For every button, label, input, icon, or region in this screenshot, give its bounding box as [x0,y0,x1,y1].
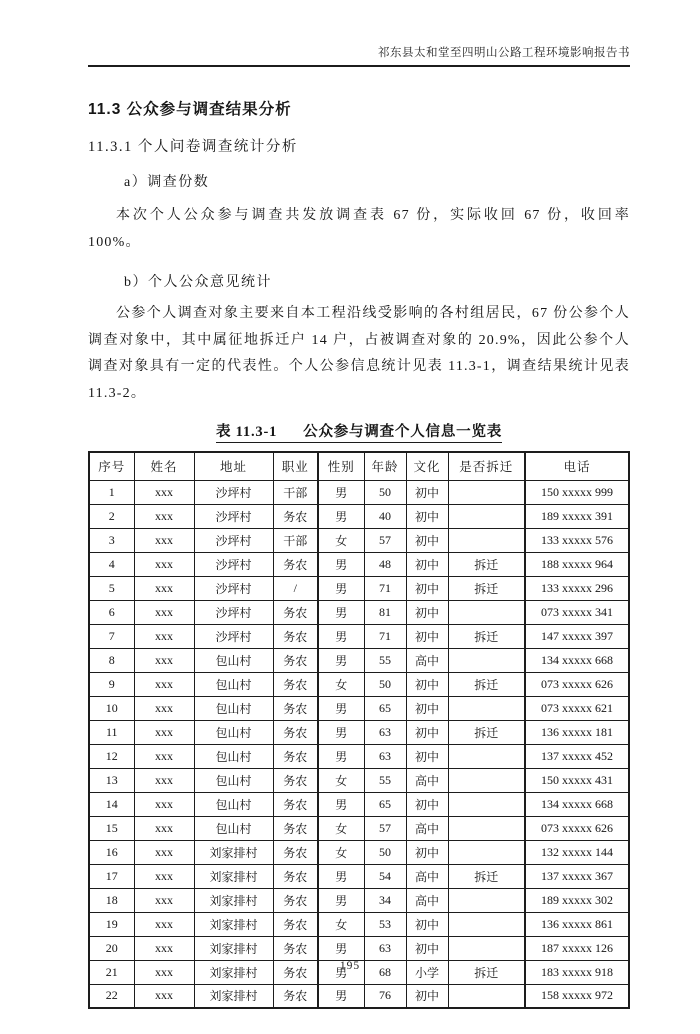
table-cell [448,504,525,528]
list-item-a: a）调查份数 [124,175,210,190]
table-cell: 13 [89,768,134,792]
table-cell: 沙坪村 [194,600,273,624]
table-cell: 务农 [273,888,318,912]
table-cell [448,648,525,672]
table-cell: xxx [134,720,194,744]
table-cell: 务农 [273,936,318,960]
table-cell: 包山村 [194,768,273,792]
column-header: 性别 [318,452,364,480]
table-cell: 15 [89,816,134,840]
table-row [89,744,629,768]
table-cell: 136 xxxxx 181 [525,720,629,744]
header-rule [88,65,630,67]
table-cell: 包山村 [194,648,273,672]
table-cell: 150 xxxxx 431 [525,768,629,792]
table-cell: 高中 [406,648,448,672]
table-cell: 高中 [406,864,448,888]
table-cell: 17 [89,864,134,888]
table-cell: 初中 [406,792,448,816]
column-header: 姓名 [134,452,194,480]
table-cell: 初中 [406,480,448,504]
table-cell: 务农 [273,960,318,984]
table-cell: 高中 [406,768,448,792]
table-cell: 务农 [273,648,318,672]
table-cell: 1 [89,480,134,504]
table-cell: 沙坪村 [194,528,273,552]
table-cell: 拆迁 [448,864,525,888]
table-cell: 50 [364,672,406,696]
table-cell [448,912,525,936]
table-cell: 初中 [406,528,448,552]
table-cell: 137 xxxxx 367 [525,864,629,888]
table-cell: 18 [89,888,134,912]
table-cell: xxx [134,960,194,984]
table-cell: xxx [134,816,194,840]
table-row [89,624,629,648]
table-cell: 20 [89,936,134,960]
table-row [89,648,629,672]
table-cell: 包山村 [194,696,273,720]
table-cell: 65 [364,696,406,720]
table-cell: 务农 [273,984,318,1008]
table-cell: 拆迁 [448,672,525,696]
column-header: 是否拆迁 [448,452,525,480]
table-cell: 65 [364,792,406,816]
table-cell: 50 [364,480,406,504]
table-cell: 136 xxxxx 861 [525,912,629,936]
table-cell [448,840,525,864]
table-caption-title: 公众参与调查个人信息一览表 [303,424,503,440]
paragraph-survey-respondents: 公参个人调查对象主要来自本工程沿线受影响的各村组居民，67 份公参个人调查对象中，其中属征地拆迁户 14 户，占被调查对象的 20.9%，因此公参个人调查对象具有一定的代表性。个人公参信息统计见表 11.3-1，调查结果统计见表 11.3-2。 [88,306,630,401]
table-cell: 22 [89,984,134,1008]
survey-table [88,451,630,1009]
table-cell: 务农 [273,552,318,576]
subsection-heading-11-3-1: 11.3.1 个人问卷调查统计分析 [88,139,298,155]
table-cell: 务农 [273,600,318,624]
table-cell: 包山村 [194,744,273,768]
table-cell: 073 xxxxx 621 [525,696,629,720]
table-cell: 初中 [406,984,448,1008]
table-cell: 21 [89,960,134,984]
table-cell: 12 [89,744,134,768]
table-cell: 10 [89,696,134,720]
table-cell: 拆迁 [448,720,525,744]
table-cell: 沙坪村 [194,576,273,600]
table-cell [448,792,525,816]
table-cell: 76 [364,984,406,1008]
table-cell: 务农 [273,672,318,696]
table-row [89,912,629,936]
column-header: 电话 [525,452,629,480]
table-cell [448,984,525,1008]
table-cell: 干部 [273,480,318,504]
table-cell: xxx [134,912,194,936]
table-cell: 初中 [406,600,448,624]
table-cell: 刘家排村 [194,936,273,960]
table-cell: 9 [89,672,134,696]
table-cell: 初中 [406,936,448,960]
table-cell: 189 xxxxx 302 [525,888,629,912]
table-cell: 务农 [273,816,318,840]
table-cell: 务农 [273,720,318,744]
table-cell [448,936,525,960]
column-header: 职业 [273,452,318,480]
table-cell: 073 xxxxx 341 [525,600,629,624]
table-cell: 6 [89,600,134,624]
table-cell: 53 [364,912,406,936]
table-cell: 187 xxxxx 126 [525,936,629,960]
survey-table-body [89,480,629,1008]
table-cell: 沙坪村 [194,624,273,648]
table-cell: 初中 [406,744,448,768]
table-cell: xxx [134,792,194,816]
table-row [89,672,629,696]
table-cell: 女 [318,840,364,864]
table-row [89,864,629,888]
table-cell: 7 [89,624,134,648]
table-cell: 包山村 [194,720,273,744]
table-cell: xxx [134,552,194,576]
table-cell: 务农 [273,840,318,864]
table-cell: xxx [134,840,194,864]
table-cell: 高中 [406,816,448,840]
table-cell [448,888,525,912]
survey-table-head [89,452,629,480]
table-cell: 男 [318,936,364,960]
table-row [89,504,629,528]
table-cell: 183 xxxxx 918 [525,960,629,984]
table-cell: 包山村 [194,816,273,840]
table-cell: 务农 [273,696,318,720]
table-cell: 48 [364,552,406,576]
table-cell: 50 [364,840,406,864]
table-cell: xxx [134,480,194,504]
section-heading-11-3: 11.3 公众参与调查结果分析 [88,101,292,118]
table-cell: 拆迁 [448,960,525,984]
table-row [89,552,629,576]
table-row [89,480,629,504]
table-cell: 刘家排村 [194,912,273,936]
table-cell: 刘家排村 [194,888,273,912]
table-cell: 8 [89,648,134,672]
table-cell: 55 [364,768,406,792]
table-cell: 134 xxxxx 668 [525,648,629,672]
table-cell: 初中 [406,696,448,720]
table-cell: 63 [364,744,406,768]
table-cell: 2 [89,504,134,528]
table-row [89,936,629,960]
table-cell: 初中 [406,840,448,864]
table-cell: 40 [364,504,406,528]
table-cell: 务农 [273,768,318,792]
table-row [89,720,629,744]
document-page [0,44,700,1034]
table-cell: xxx [134,600,194,624]
table-cell: 拆迁 [448,552,525,576]
table-cell: 34 [364,888,406,912]
table-cell: 男 [318,552,364,576]
table-cell: 137 xxxxx 452 [525,744,629,768]
table-cell: 务农 [273,504,318,528]
table-cell: 19 [89,912,134,936]
table-cell: 务农 [273,744,318,768]
table-cell: 刘家排村 [194,984,273,1008]
table-cell: 63 [364,936,406,960]
paragraph-survey-count: 本次个人公众参与调查共发放调查表 67 份，实际收回 67 份，收回率 100%。 [88,208,630,250]
table-cell: 刘家排村 [194,960,273,984]
table-cell [448,600,525,624]
header-row [89,452,629,480]
table-cell: xxx [134,744,194,768]
table-cell: 初中 [406,504,448,528]
page-content [88,97,630,1009]
column-header: 序号 [89,452,134,480]
table-caption-number: 表 11.3-1 [215,424,278,440]
table-row [89,888,629,912]
table-cell: 男 [318,600,364,624]
table-caption-underline [216,420,502,443]
table-cell: 初中 [406,672,448,696]
table-cell: 拆迁 [448,576,525,600]
table-cell: 拆迁 [448,624,525,648]
table-cell: 男 [318,720,364,744]
table-cell: 073 xxxxx 626 [525,672,629,696]
table-cell: 男 [318,648,364,672]
table-row [89,600,629,624]
table-cell: 16 [89,840,134,864]
table-cell: xxx [134,672,194,696]
table-cell: 初中 [406,552,448,576]
table-cell: 71 [364,576,406,600]
table-cell: 沙坪村 [194,552,273,576]
table-cell: 54 [364,864,406,888]
table-cell: 133 xxxxx 576 [525,528,629,552]
table-cell: 务农 [273,864,318,888]
table-row [89,840,629,864]
table-cell: 133 xxxxx 296 [525,576,629,600]
table-cell: xxx [134,864,194,888]
table-cell: 女 [318,768,364,792]
table-cell: 150 xxxxx 999 [525,480,629,504]
table-cell [448,816,525,840]
table-cell: 初中 [406,576,448,600]
table-row [89,816,629,840]
table-cell: 包山村 [194,792,273,816]
table-row [89,792,629,816]
table-cell: 55 [364,648,406,672]
table-cell: 134 xxxxx 668 [525,792,629,816]
table-cell: / [273,576,318,600]
table-row [89,768,629,792]
table-cell: 高中 [406,888,448,912]
table-row [89,576,629,600]
table-cell: xxx [134,984,194,1008]
table-cell: 男 [318,696,364,720]
table-cell: 务农 [273,624,318,648]
table-cell: 68 [364,960,406,984]
table-cell: 57 [364,528,406,552]
table-cell: 男 [318,576,364,600]
table-cell: 女 [318,528,364,552]
table-cell: xxx [134,528,194,552]
table-cell [448,696,525,720]
table-cell: 刘家排村 [194,864,273,888]
table-cell: 务农 [273,792,318,816]
running-header-title: 祁东县太和堂至四明山公路工程环境影响报告书 [378,47,630,59]
table-cell: 男 [318,744,364,768]
table-cell: 男 [318,864,364,888]
table-cell: 132 xxxxx 144 [525,840,629,864]
table-row [89,528,629,552]
table-cell [448,480,525,504]
table-cell: 女 [318,912,364,936]
table-cell: 初中 [406,912,448,936]
table-cell: 4 [89,552,134,576]
table-cell: 干部 [273,528,318,552]
list-item-b: b）个人公众意见统计 [124,275,272,290]
table-caption [88,420,630,443]
table-cell: 147 xxxxx 397 [525,624,629,648]
table-cell: 男 [318,624,364,648]
table-cell: 11 [89,720,134,744]
table-cell: xxx [134,504,194,528]
column-header: 文化 [406,452,448,480]
table-cell: 务农 [273,912,318,936]
table-cell: 71 [364,624,406,648]
table-cell: 男 [318,984,364,1008]
table-cell: 188 xxxxx 964 [525,552,629,576]
table-cell: 刘家排村 [194,840,273,864]
table-cell: xxx [134,696,194,720]
table-cell: xxx [134,936,194,960]
table-cell: 女 [318,672,364,696]
column-header: 地址 [194,452,273,480]
table-cell: 14 [89,792,134,816]
table-cell: 沙坪村 [194,480,273,504]
table-cell: 158 xxxxx 972 [525,984,629,1008]
page-number: 195 [339,960,361,972]
table-cell: 包山村 [194,672,273,696]
table-cell: xxx [134,648,194,672]
table-row [89,696,629,720]
table-cell: 沙坪村 [194,504,273,528]
column-header: 年龄 [364,452,406,480]
table-cell: xxx [134,576,194,600]
table-cell: xxx [134,768,194,792]
table-cell: 男 [318,960,364,984]
table-row [89,984,629,1008]
table-cell: 5 [89,576,134,600]
table-cell: 男 [318,888,364,912]
table-cell: 57 [364,816,406,840]
table-cell: 63 [364,720,406,744]
table-cell: 小学 [406,960,448,984]
table-cell: 男 [318,504,364,528]
table-cell: 男 [318,792,364,816]
table-cell: 189 xxxxx 391 [525,504,629,528]
table-cell: 初中 [406,720,448,744]
table-cell [448,744,525,768]
table-cell: 初中 [406,624,448,648]
table-cell: 女 [318,816,364,840]
table-cell: xxx [134,888,194,912]
table-cell: xxx [134,624,194,648]
table-cell: 073 xxxxx 626 [525,816,629,840]
table-cell [448,528,525,552]
table-cell: 3 [89,528,134,552]
table-cell: 男 [318,480,364,504]
table-cell: 81 [364,600,406,624]
table-cell [448,768,525,792]
